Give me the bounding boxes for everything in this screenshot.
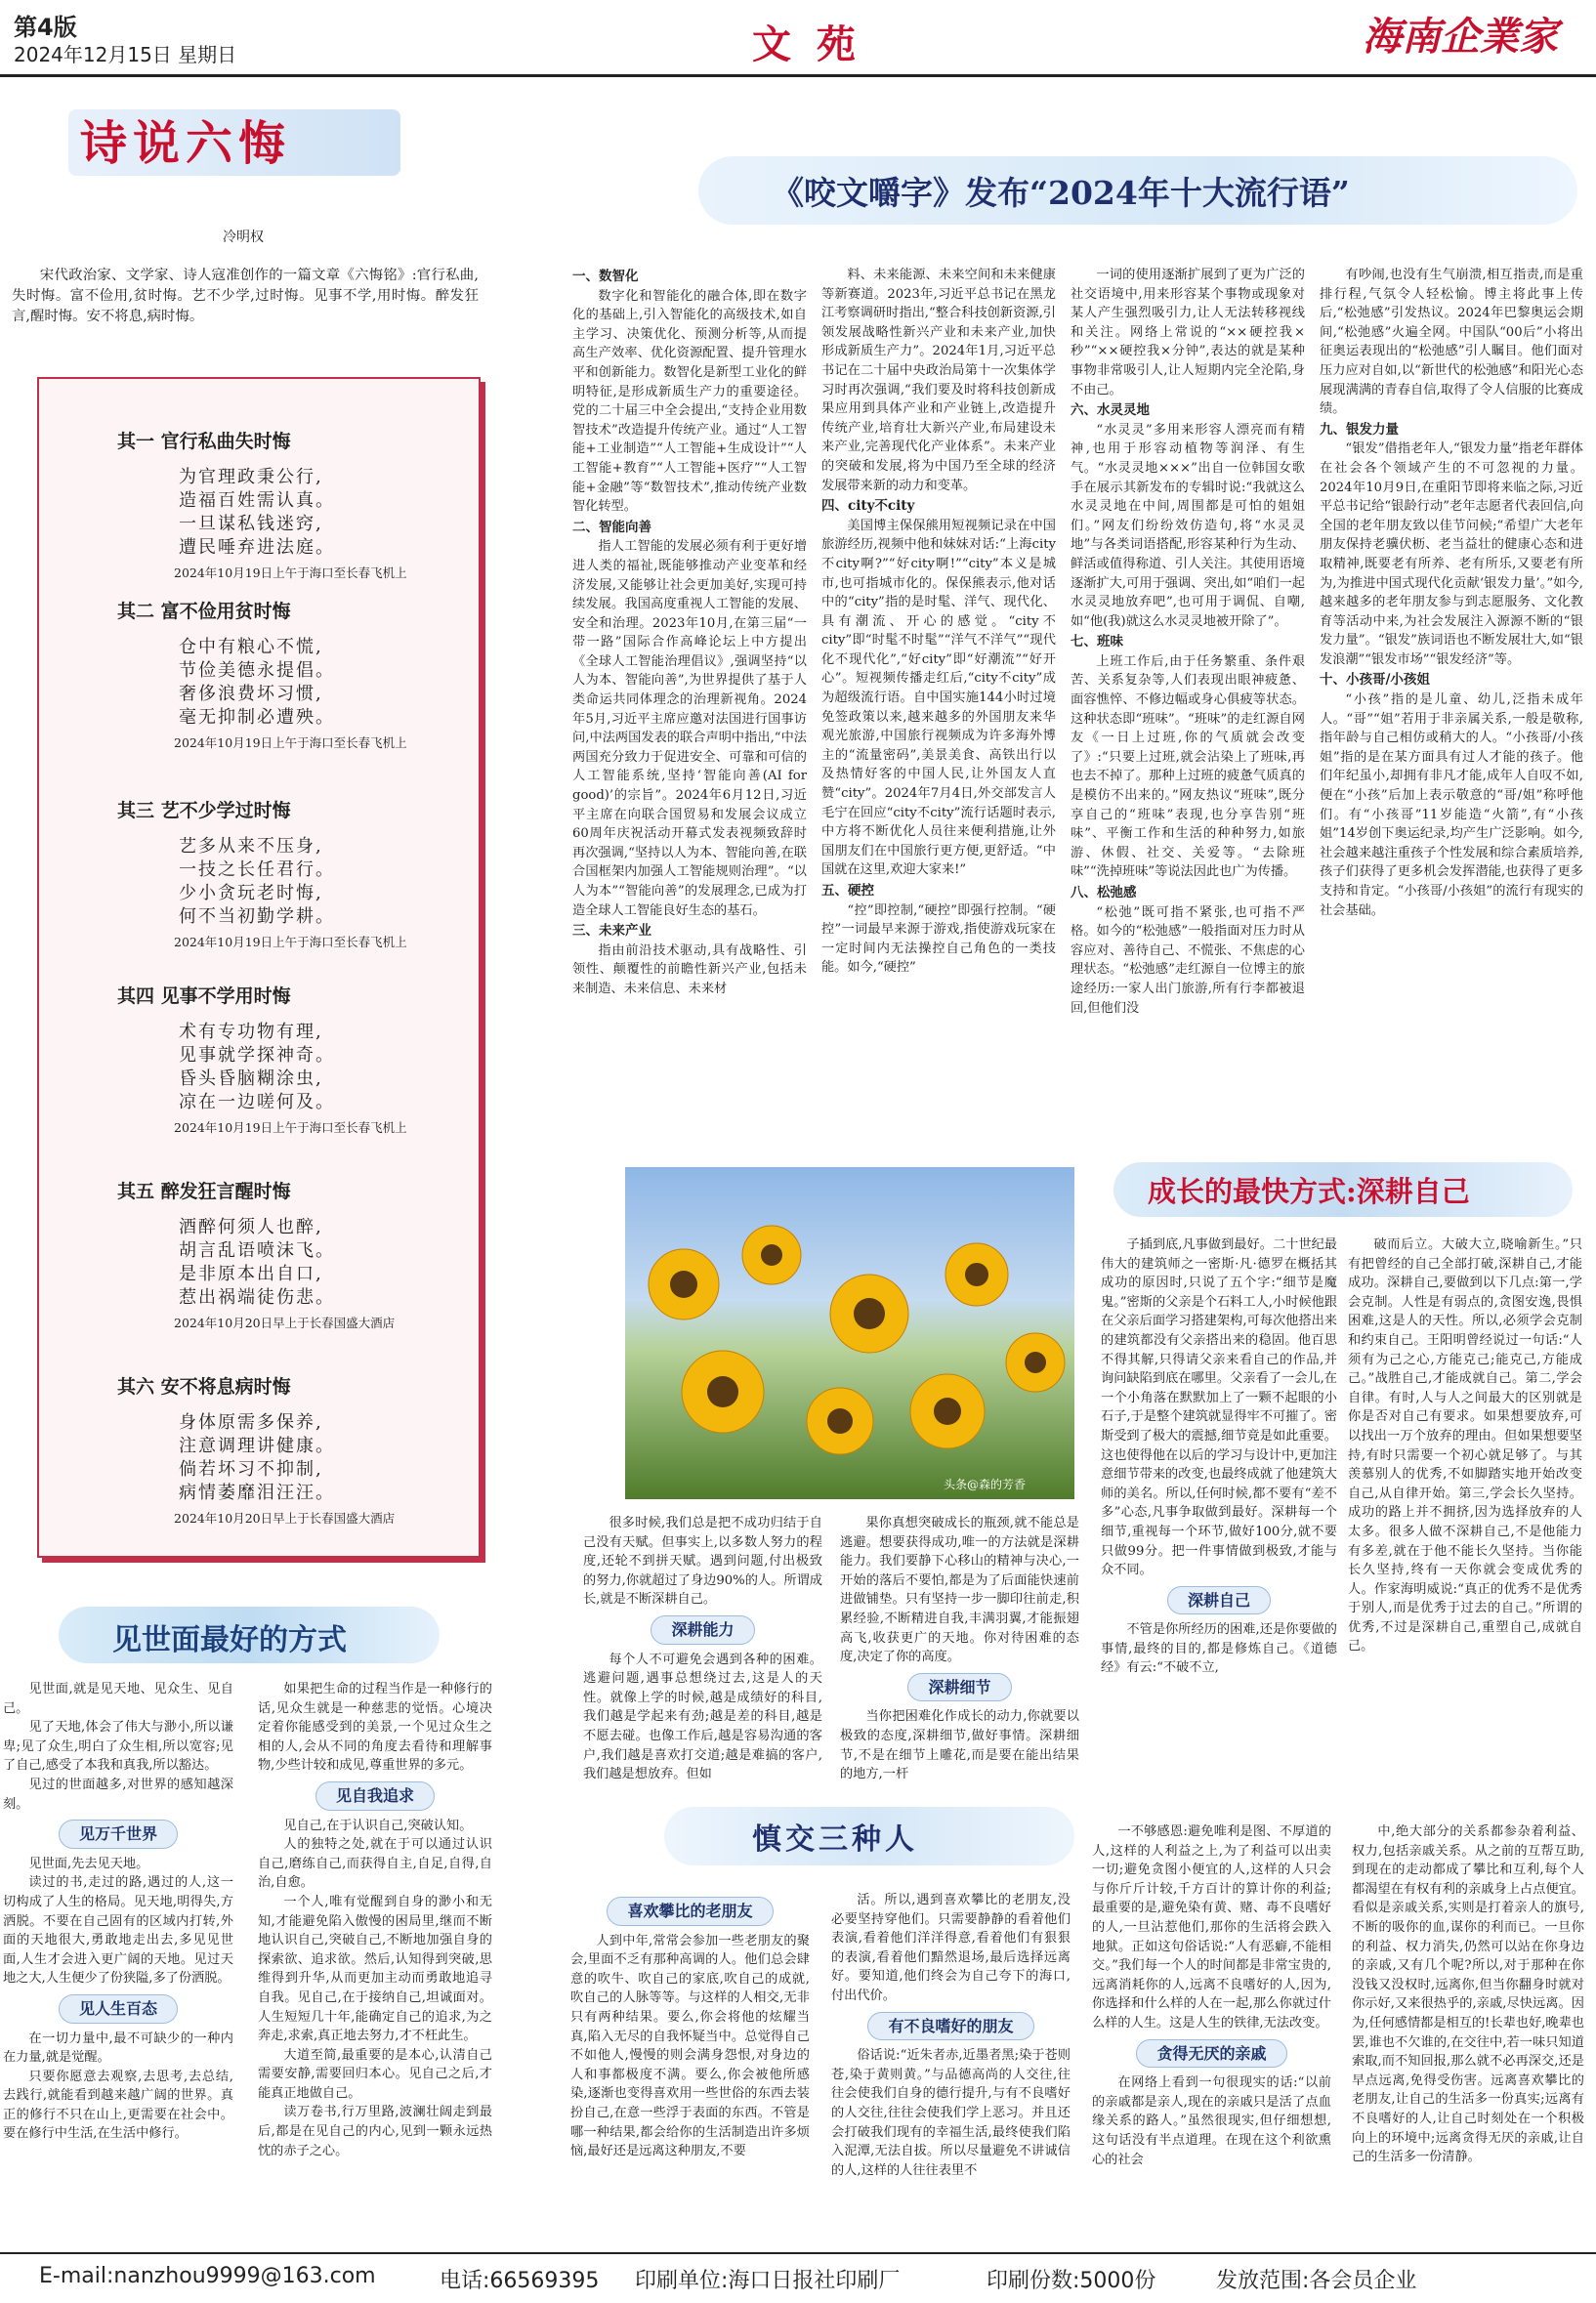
paragraph: “银发”借指老年人,“银发力量”指老年群体在社会各个领域产生的不可忽视的力量。2024年10月9日,在重阳节即将来临之际,习近平总书记给“银龄行动”老年志愿者代表回信,向全国的老年朋友致以佳节问候;“希望广大老年朋友保持老骥伏枥、老当益壮的健康心态和进取精神,既要老有所养、老有所乐,又要老有所为,为推进中国式现代化贡献‘银发力量’。”如今,越来越多的老年朋友参与到志愿服务、文化教育等活动中来,为社会发展注入源源不断的“银发力量”。“银发”族词语也不断发展壮大,如“银发浪潮”“银发市场”“银发经济”等。 bbox=[1320, 441, 1583, 667]
poem-heading: 其一 官行私曲失时悔 bbox=[117, 431, 291, 452]
poem-line: 病情萎靡泪汪汪。 bbox=[179, 1483, 335, 1503]
growth-col-1 bbox=[583, 1514, 822, 1782]
poem-line: 遭民唾弃进法庭。 bbox=[179, 537, 335, 558]
subheading-tag: 深耕细节 bbox=[907, 1673, 1011, 1702]
subheading: 二、智能向善 bbox=[572, 519, 651, 535]
subheading: 七、班味 bbox=[1071, 634, 1123, 650]
paragraph: 人到中年,常常会参加一些老朋友的聚会,里面不乏有那种高调的人。他们总会肆意的吹牛、吹自己的家底,吹自己的成就,吹自己的人脉等等。与这样的人相交,无非只有两种结果。要么,你会将他的炫耀当真,陷入无尽的自我怀疑当中。总觉得自己不如他人,慢慢的则会满身怨恨,对身边的人和事都极度不满。要么,你会被他所感染,逐渐也变得喜欢用一些世俗的东西去装扮自己,在意一些浮于表面的东西。不管是哪一种结果,都会给你的生活制造出许多烦恼,最好还是远离这种朋友,不要 bbox=[570, 1933, 810, 2159]
paragraph: 中,绝大部分的关系都参杂着利益、权力,包括亲戚关系。从之前的互帮互助,到现在的走动都成了攀比和互利,每个人都渴望在有权有利的亲戚身上占点便宜。看似是亲戚关系,实则是打着亲人的旗号,不断的吸你的血,谋你的利而已。一旦你的利益、权力消失,仍然可以站在你身边的亲戚,又有几个呢?所以,对于那种在你没钱又没权时,远离你,但当你翻身时就对你示好,又来很热乎的,亲戚,尽快远离。因为,任何感情都是相互的!长辈也好,晚辈也罢,谁也不欠谁的,在交往中,若一味只知道索取,而不知回报,那么就不必再深交,还是早点远离,免得受伤害。远离喜欢攀比的老朋友,让自己的生活多一份真实;远离有不良嗜好的人,让自己时刻处在一个积极向上的环境中;远离贪得无厌的亲戚,让自己的生活多一份清静。 bbox=[1352, 1824, 1584, 2165]
poem-line: 节俭美德永提倡。 bbox=[179, 660, 335, 681]
subheading: 六、水灵灵地 bbox=[1071, 402, 1150, 419]
footer-copies: 印刷份数:5000份 bbox=[987, 2269, 1156, 2293]
paragraph: 读过的书,走过的路,遇过的人,这一切构成了人生的格局。见天地,明得失,方洒脱。不要在自己固有的区域内打转,外面的天地很大,勇敢地走出去,多见见世面,人生才会进入更广阔的天地。见过天地之大,人生便少了份狭隘,多了份洒脱。 bbox=[3, 1875, 233, 1987]
section-title: 文 苑 bbox=[752, 21, 861, 67]
paragraph: “松弛”既可指不紧张,也可指不严格。如今的“松弛感”一般指面对压力时从容应对、善待自己、不慌张、不焦虑的心理状态。“松弛感”走红源自一位博主的旅途经历:一家人出门旅游,所有行李都被退回,但他们没 bbox=[1071, 904, 1305, 1016]
poem-line: 昏头昏脑糊涂虫, bbox=[179, 1068, 323, 1089]
subheading-tag-wrap bbox=[1101, 1586, 1337, 1615]
paragraph: 上班工作后,由于任务繁重、条件艰苦、关系复杂等,人们表现出眼神疲惫、面容憔悴、不修边幅或身心俱疲等状态。这种状态即“班味”。“班味”的走红源自网友《一日上过班,你的气质就会改变了》:“只要上过班,就会沾染上了班味,再也去不掉了。那种上过班的疲惫气质真的是模仿不出来的。”网友热议“班味”,既分享自己的“班味”表现,也分享告别“班味”、平衡工作和生活的种种努力,如旅游、休假、社交、关爱等。“去除班味”“洗掉班味”等说法因此也广为传播。 bbox=[1071, 653, 1305, 880]
footer-scope: 发放范围:各会员企业 bbox=[1216, 2269, 1417, 2293]
subheading-tag-wrap bbox=[1092, 2039, 1331, 2069]
paragraph: 活。所以,遇到喜欢攀比的老朋友,没必要坚持穿他们。只需要静静的看着他们表演,看着他们洋洋得意,看着他们有狠狠的表演,看着他们黯然退场,最后选择远离好。要知道,他们终会为自己夸下的海口,付出代价。 bbox=[831, 1893, 1071, 2003]
words-col-4 bbox=[1320, 266, 1583, 1076]
poem-heading: 其六 安不将息病时悔 bbox=[117, 1376, 291, 1398]
paragraph: 见世面,就是见天地、见众生、见自己。 bbox=[3, 1682, 233, 1716]
poem-line: 术有专功物有理, bbox=[179, 1022, 323, 1042]
poem-line: 何不当初勤学耕。 bbox=[179, 906, 335, 927]
poem-date: 2024年10月20日早上于长春国盛大酒店 bbox=[174, 1511, 396, 1526]
paragraph: “控”即控制,“硬控”即强行控制。“硬控”一词最早来源于游戏,指使游戏玩家在一定时间内无法操控自己角色的一类技能。如今,“硬控” bbox=[821, 902, 1056, 976]
paragraph: 有吵闹,也没有生气崩溃,相互指责,而是重排行程,气氛令人轻松愉。博主将此事上传后,“松弛感”引发热议。2024年巴黎奥运会期间,“松弛感”火遍全网。中国队“00后”小将出征奥运表现出的“松弛感”引人瞩目。他们面对压力应对自如,以“新世代的松弛感”和阳光心态展现满满的青春自信,取得了令人信服的比赛成绩。 bbox=[1320, 268, 1583, 417]
subheading: 四、city不city bbox=[821, 498, 915, 515]
poem-line: 酒醉何须人也醉, bbox=[179, 1217, 323, 1237]
paragraph: 在网络上看到一句很现实的话:“以前的亲戚都是亲人,现在的亲戚只是活了点血缘关系的路人。”虽然很现实,但仔细想想,这句话没有半点道理。在现在这个利欲熏心的社会 bbox=[1092, 2075, 1331, 2167]
growth-title: 成长的最快方式:深耕自己 bbox=[1148, 1175, 1470, 1208]
subheading-tag-wrap bbox=[583, 1615, 822, 1645]
poem-line: 毫无抑制必遭殃。 bbox=[179, 707, 335, 728]
paragraph: 子插到底,凡事做到最好。二十世纪最伟大的建筑师之一密斯·凡·德罗在概括其成功的原因时,只说了五个字:“细节是魔鬼。”密斯的父亲是个石料工人,小时候他跟在父亲后面学习搭建架构,可每次他搭出来的建筑都没有父亲搭出来的稳固。他百思不得其解,只得请父亲来看自己的作品,并询问缺陷到底在哪里。父亲看了一会儿,在一个小角落在默默加上了一颗不起眼的小石子,于是整个建筑就显得牢不可摧了。密斯受到了极大的震撼,细节竟是如此重要。这也使得他在以后的学习与设计中,更加注意细节带来的改变,也最终成就了他建筑大师的美名。所以,任何时候,都不要有“差不多”心态,凡事争取做到最好。深耕每一个细节,重视每一个环节,做好100分,就不要只做99分。把一件事情做到极致,才能与众不同。 bbox=[1101, 1237, 1337, 1578]
sunflower-illustration bbox=[625, 1167, 1074, 1499]
subheading: 三、未来产业 bbox=[572, 923, 651, 940]
subheading: 十、小孩哥/小孩姐 bbox=[1320, 672, 1430, 689]
subheading-tag: 有不良嗜好的朋友 bbox=[867, 2012, 1033, 2041]
words-col-2 bbox=[821, 266, 1056, 1076]
subheading: 五、硬控 bbox=[821, 883, 874, 899]
poem-line: 倘若坏习不抑制, bbox=[179, 1459, 323, 1480]
subheading-tag-wrap bbox=[3, 1820, 233, 1849]
poem-date: 2024年10月20日早上于长春国盛大酒店 bbox=[174, 1316, 396, 1330]
subheading-tag-wrap bbox=[258, 1781, 492, 1811]
friends-col-4 bbox=[1352, 1822, 1584, 2228]
subheading-tag: 喜欢攀比的老朋友 bbox=[607, 1897, 773, 1926]
footer-phone: 电话:66569395 bbox=[440, 2269, 600, 2293]
poem-title: 诗说六悔 bbox=[80, 116, 292, 171]
poem-date: 2024年10月19日上午于海口至长春飞机上 bbox=[174, 565, 407, 580]
subheading: 八、松弛感 bbox=[1071, 885, 1137, 900]
paragraph: 俗话说:“近朱者赤,近墨者黑;染于苍则苍,染于黄则黄。”与品德高尚的人交往,往往会使我们自身的德行提升,与有不良嗜好的人交往,往往会使我们学上恶习。并且还会打破我们现有的幸福生活,最终使我们陷入泥潭,无法自拔。所以尽量避免不讲诚信的人,这样的人往往表里不 bbox=[831, 2048, 1071, 2178]
paragraph: 一词的使用逐渐扩展到了更为广泛的社交语境中,用来形容某个事物或现象对某人产生强烈吸引力,让人无法转移视线和关注。网络上常说的“××硬控我×秒”“××硬控我×分钟”,表达的就是某种事物非常吸引人,让人短期内完全沦陷,身不由己。 bbox=[1071, 268, 1305, 398]
growth-col-3 bbox=[1101, 1235, 1337, 1748]
poem-line: 一技之长任君行。 bbox=[179, 859, 335, 880]
poem-line: 艺多从来不压身, bbox=[179, 836, 323, 857]
subheading-tag: 见自我追求 bbox=[315, 1781, 435, 1811]
poem-heading: 其四 见事不学用时悔 bbox=[117, 985, 291, 1007]
poem-intro: 宋代政治家、文学家、诗人寇准创作的一篇文章《六悔铭》:官行私曲,失时悔。富不俭用,贫时悔。艺不少学,过时悔。见事不学,用时悔。醉发狂言,醒时悔。安不将息,病时悔。 bbox=[12, 268, 479, 324]
paragraph: 只要你愿意去观察,去思考,去总结,去践行,就能看到越来越广阔的世界。真正的修行不只在山上,更需要在社会中。要在修行中生活,在生活中修行。 bbox=[3, 2069, 233, 2142]
subheading-tag: 深耕能力 bbox=[651, 1615, 754, 1645]
paragraph: “水灵灵”多用来形容人漂亮而有精神,也用于形容动植物等润泽、有生气。“水灵灵地×××”出自一位韩国女歌手在展示其新发布的专辑时说:“我就这么水灵灵地在中间,周围都是可怕的姐姐们。”网友们纷纷效仿造句,将“水灵灵地”与各类词语搭配,形容某种行为生动、鲜活或值得称道、引人关注。其使用语境逐渐扩大,可用于强调、突出,如“咱们一起水灵灵地放弃吧”,也可用于调侃、自嘲,如“他(我)就这么水灵灵地被开除了”。 bbox=[1071, 422, 1305, 629]
paragraph: 见自己,在于认识自己,突破认知。 bbox=[283, 1818, 473, 1833]
growth-col-2 bbox=[840, 1514, 1079, 1782]
subheading: 九、银发力量 bbox=[1320, 421, 1399, 438]
issue-date: 2024年12月15日 星期日 bbox=[14, 43, 237, 66]
subheading-tag-wrap bbox=[840, 1673, 1079, 1702]
poem-date: 2024年10月19日上午于海口至长春飞机上 bbox=[174, 935, 407, 949]
friends-col-3 bbox=[1092, 1822, 1331, 2228]
paragraph: 见过的世面越多,对世界的感知越深刻。 bbox=[3, 1777, 233, 1812]
growth-col-4 bbox=[1348, 1235, 1582, 1748]
paragraph: 一个人,唯有觉醒到自身的渺小和无知,才能避免陷入傲慢的困局里,继而不断地认识自己,突破自己,不断地加强自身的探索欲、追求欲。然后,认知得到突破,思维得到升华,从而更加主动而勇敢地追寻自我。见自己,在于接纳自己,坦诚面对。人生短短几十年,能确定自己的追求,为之奔走,求索,真正地去努力,才不枉此生。 bbox=[258, 1894, 492, 2044]
paragraph: 破而后立。大破大立,晓喻新生。”只有把曾经的自己全部打破,深耕自己,才能成功。深耕自己,要做到以下几点:第一,学会克制。人性是有弱点的,贪图安逸,畏惧困难,这是人的天性。所以,必须学会克制和约束自己。王阳明曾经说过一句话:“人须有为己之心,方能克己;能克己,方能成己。”战胜自己,才能成就自己。第二,学会自律。有时,人与人之间最大的区别就是你是否对自己有要求。如果想要放弃,可以找出一万个放弃的理由。但如果想要坚持,有时只需要一个初心就足够了。与其羡慕别人的优秀,不如脚踏实地开始改变自己,从自律开始。第三,学会长久坚持。成功的路上并不拥挤,因为选择放弃的人太多。很多人做不深耕自己,不是他能力有多差,就在于他不能长久坚持。当你能长久坚持,终有一天你就会变成优秀的人。作家海明威说:“真正的优秀不是优秀于别人,而是优秀于过去的自己。”所谓的优秀,不过是深耕自己,重塑自己,成就自己。 bbox=[1348, 1237, 1582, 1654]
paragraph: 指人工智能的发展必须有利于更好增进人类的福祉,既能够推动产业变革和经济发展,又能够让社会更加美好,实现可持续发展。我国高度重视人工智能的发展、安全和治理。2023年10月,在第三届“一带一路”国际合作高峰论坛上中方提出《全球人工智能治理倡议》,强调坚持“以人为本、智能向善”,为世界提供了基于人类命运共同体理念的治理新视角。2024年5月,习近平主席应邀对法国进行国事访问,中法两国发表的联合声明中指出,“中法两国充分致力于促进安全、可靠和可信的人工智能系统,坚持‘智能向善(AI for good)’的宗旨”。2024年6月12日,习近平主席在向联合国贸易和发展会议成立60周年庆祝活动开幕式发表视频致辞时再次强调,“坚持以人为本、智能向善,在联合国框架内加强人工智能规则治理”。“以人为本”“智能向善”的发展理念,已成为打造全球人工智能良好生态的基石。 bbox=[572, 539, 807, 918]
paragraph: “小孩”指的是儿童、幼儿,泛指未成年人。“哥”“姐”若用于非亲属关系,一般是敬称,指年龄与自己相仿或稍大的人。“小孩哥/小孩姐”指的是在某方面具有过人才能的孩子。他们年纪虽小,却拥有非凡才能,成年人自叹不如,便在“小孩”后加上表示敬意的“哥/姐”称呼他们。有“小孩哥”11岁能造“火箭”,有“小孩姐”14岁创下奥运纪录,均产生广泛影响。如今,社会越来越注重孩子个性发展和综合素质培养,孩子们获得了更多机会发挥潜能,也获得了更多支持和肯定。“小孩哥/小孩姐”的流行有现实的社会基础。 bbox=[1320, 692, 1583, 918]
world-title: 见世面最好的方式 bbox=[112, 1623, 347, 1657]
header-rule bbox=[0, 74, 1596, 77]
words-col-1 bbox=[572, 266, 807, 1076]
friends-col-1 bbox=[570, 1891, 810, 2228]
poem-line: 惹出祸端徒伤悲。 bbox=[179, 1287, 335, 1308]
world-col-2 bbox=[258, 1680, 492, 2227]
poem-line: 造福百姓需认真。 bbox=[179, 490, 335, 511]
footer-printer: 印刷单位:海口日报社印刷厂 bbox=[635, 2269, 901, 2293]
footer-rule bbox=[0, 2252, 1596, 2254]
poem-date: 2024年10月19日上午于海口至长春飞机上 bbox=[174, 1120, 407, 1135]
page-number: 第4版 bbox=[14, 14, 77, 41]
words-col-3 bbox=[1071, 266, 1305, 1076]
poem-heading: 其五 醉发狂言醒时悔 bbox=[117, 1181, 291, 1202]
subheading-tag-wrap bbox=[570, 1897, 810, 1926]
poem-line: 是非原本出自口, bbox=[179, 1264, 323, 1284]
poem-line: 身体原需多保养, bbox=[179, 1412, 323, 1433]
subheading-tag: 见万千世界 bbox=[59, 1820, 178, 1849]
photo-credit: 头条@森的芳香 bbox=[944, 1478, 1027, 1491]
paragraph: 当你把困难化作成长的动力,你就要以极致的态度,深耕细节,做好事情。深耕细节,不是在细节上雕花,而是要在能出结果的地方,一杆 bbox=[840, 1709, 1079, 1782]
poem-line: 仓中有粮心不慌, bbox=[179, 637, 323, 657]
poem-author: 冷明权 bbox=[223, 230, 264, 245]
brand-logo: 海南企業家 bbox=[1363, 14, 1558, 60]
poem-heading: 其三 艺不少学过时悔 bbox=[117, 800, 291, 821]
subheading-tag: 贪得无厌的亲戚 bbox=[1136, 2039, 1286, 2069]
words-title: 《咬文嚼字》发布“2024年十大流行语” bbox=[772, 174, 1350, 212]
subheading-tag-wrap bbox=[831, 2012, 1071, 2041]
poem-heading: 其二 富不俭用贫时悔 bbox=[117, 601, 291, 622]
poem-line: 注意调理讲健康。 bbox=[179, 1436, 335, 1456]
paragraph: 数字化和智能化的融合体,即在数字化的基础上,引入智能化的高级技术,如自主学习、决策优化、预测分析等,从而提高生产效率、优化资源配置、提升管理水平和创新能力。数智化是新型工业化的鲜明特征,是形成新质生产力的重要途径。党的二十届三中全会提出,“支持企业用数智技术”改造提升传统产业。通过“人工智能+工业制造”“人工智能+生成设计”“人工智能+教育”“人工智能+医疗”“人工智能+金融”等“数智技术”,推动传统产业数智化转型。 bbox=[572, 288, 807, 515]
poem-line: 为官理政秉公行, bbox=[179, 467, 323, 487]
paragraph: 如果把生命的过程当作是一种修行的话,见众生就是一种慈悲的觉悟。心境决定着你能感受到的美景,一个见过众生之相的人,会从不同的角度去看待和理解事物,少些计较和成见,尊重世界的多元。 bbox=[258, 1682, 492, 1774]
paragraph: 指由前沿技术驱动,具有战略性、引领性、颠覆性的前瞻性新兴产业,包括未来制造、未来信息、未来材 bbox=[572, 942, 807, 996]
friends-col-2 bbox=[831, 1891, 1071, 2228]
paragraph: 料、未来能源、未来空间和未来健康等新赛道。2023年,习近平总书记在黑龙江考察调研时指出,“整合科技创新资源,引领发展战略性新兴产业和未来产业,加快形成新质生产力”。2024年1月,习近平总书记在二十届中央政治局第十一次集体学习时再次强调,“我们要及时将科技创新成果应用到具体产业和产业链上,改造提升传统产业,培育壮大新兴产业,布局建设未来产业,完善现代化产业体系”。未来产业的突破和发展,将为中国乃至全球的经济发展带来新的动力和变革。 bbox=[821, 268, 1056, 493]
subheading-tag: 深耕自己 bbox=[1167, 1586, 1271, 1615]
paragraph: 见了天地,体会了伟大与渺小,所以谦卑;见了众生,明白了众生相,所以宽容;见了自己,感受了本我和真我,所以豁达。 bbox=[3, 1720, 233, 1774]
paragraph: 人的独特之处,就在于可以通过认识自己,磨练自己,而获得自主,自足,自得,自治,自愈。 bbox=[258, 1837, 492, 1891]
paragraph: 读万卷书,行万里路,波澜壮阔走到最后,都是在见自己的内心,见到一颗永远热忱的赤子之心。 bbox=[258, 2105, 492, 2158]
world-col-1 bbox=[3, 1680, 233, 2227]
paragraph: 每个人不可避免会遇到各种的困难。逃避问题,遇事总想绕过去,这是人的天性。就像上学的时候,越是成绩好的科目,我们越是学起来有劲;越是差的科目,越是不愿去碰。也像工作后,越是容易沟通的客户,我们越是喜欢打交道;越是难搞的客户,我们越是想放弃。但如 bbox=[583, 1652, 822, 1782]
footer-email: E-mail:nanzhou9999@163.com bbox=[39, 2264, 376, 2288]
paragraph: 很多时候,我们总是把不成功归结于自己没有天赋。但事实上,以多数人努力的程度,还轮不到拼天赋。遇到问题,付出极致的努力,你就超过了身边90%的人。所谓成长,就是不断深耕自己。 bbox=[583, 1516, 822, 1608]
paragraph: 美国博主保保熊用短视频记录在中国旅游经历,视频中他和妹妹对话:“上海city不city啊?”“好city啊!”“city”本义是城市,也可指城市化的。保保熊表示,他对话中的“city”指的是时髦、洋气、现代化、具有潮流、开心的感觉。“city不city”即“时髦不时髦”“洋气不洋气”“现代化不现代化”,“好city”即“好潮流”“好开心”。短视频传播走红后,“city不city”成为超级流行语。自中国实施144小时过境免签政策以来,越来越多的外国朋友来华观光旅游,中国旅行视频成为许多海外博主的“流量密码”,美景美食、高铁出行以及热情好客的中国人民,让外国友人直赞“city”。2024年7月4日,外交部发言人毛宁在回应“city不city”流行话题时表示,中方将不断优化人员往来便利措施,让外国朋友们在中国旅行更方便,更舒适。“中国就在这里,欢迎大家来!” bbox=[821, 518, 1056, 878]
friends-title: 慎交三种人 bbox=[752, 1822, 918, 1857]
paragraph: 在一切力量中,最不可缺少的一种内在力量,就是觉醒。 bbox=[3, 2031, 233, 2066]
poem-line: 见事就学探神奇。 bbox=[179, 1045, 335, 1066]
poem-line: 一旦谋私钱迷窍, bbox=[179, 514, 323, 534]
poem-line: 少小贪玩老时悔, bbox=[179, 883, 323, 903]
subheading-tag: 见人生百态 bbox=[59, 1994, 178, 2024]
paragraph: 不管是你所经历的困难,还是你要做的事情,最终的目的,都是修炼自己。《道德经》有云:“不破不立, bbox=[1101, 1622, 1337, 1676]
subheading-tag-wrap bbox=[3, 1994, 233, 2024]
paragraph: 一不够感恩:避免唯利是图、不厚道的人,这样的人利益之上,为了利益可以出卖一切;避免贪图小便宜的人,这样的人只会与你斤斤计较,千方百计的算计你的利益;最重要的是,避免染有黄、赌、毒不良嗜好的人,一旦沾惹他们,那你的生活将会跌入地狱。正如这句俗话说:“人有恶癖,不能相交。”我们每一个人的时间都是非常宝贵的,远离消耗你的人,远离不良嗜好的人,因为,你选择和什么样的人在一起,那么你就过什么样的人生。这是人生的铁律,无法改变。 bbox=[1092, 1824, 1331, 2031]
poem-line: 凉在一边嗟何及。 bbox=[179, 1092, 335, 1112]
poem-line: 奢侈浪费坏习惯, bbox=[179, 684, 323, 704]
poem-date: 2024年10月19日上午于海口至长春飞机上 bbox=[174, 735, 407, 750]
paragraph: 果你真想突破成长的瓶颈,就不能总是逃避。想要获得成功,唯一的方法就是深耕能力。我们要静下心移山的精神与决心,一开始的落后不要怕,都是为了后面能快速前进做铺垫。只有坚持一步一脚印往前走,积累经验,不断精进自我,丰满羽翼,才能振翅高飞,收获更广的天地。你对待困难的态度,决定了你的高度。 bbox=[840, 1516, 1079, 1665]
paragraph: 大道至简,最重要的是本心,认清自己需要安静,需要回归本心。见自己之后,才能真正地做自己。 bbox=[258, 2047, 492, 2101]
subheading: 一、数智化 bbox=[572, 269, 639, 284]
paragraph: 见世面,先去见天地。 bbox=[28, 1856, 149, 1871]
poem-line: 胡言乱语喷沫飞。 bbox=[179, 1240, 335, 1261]
sunflower-photo bbox=[625, 1167, 1074, 1499]
